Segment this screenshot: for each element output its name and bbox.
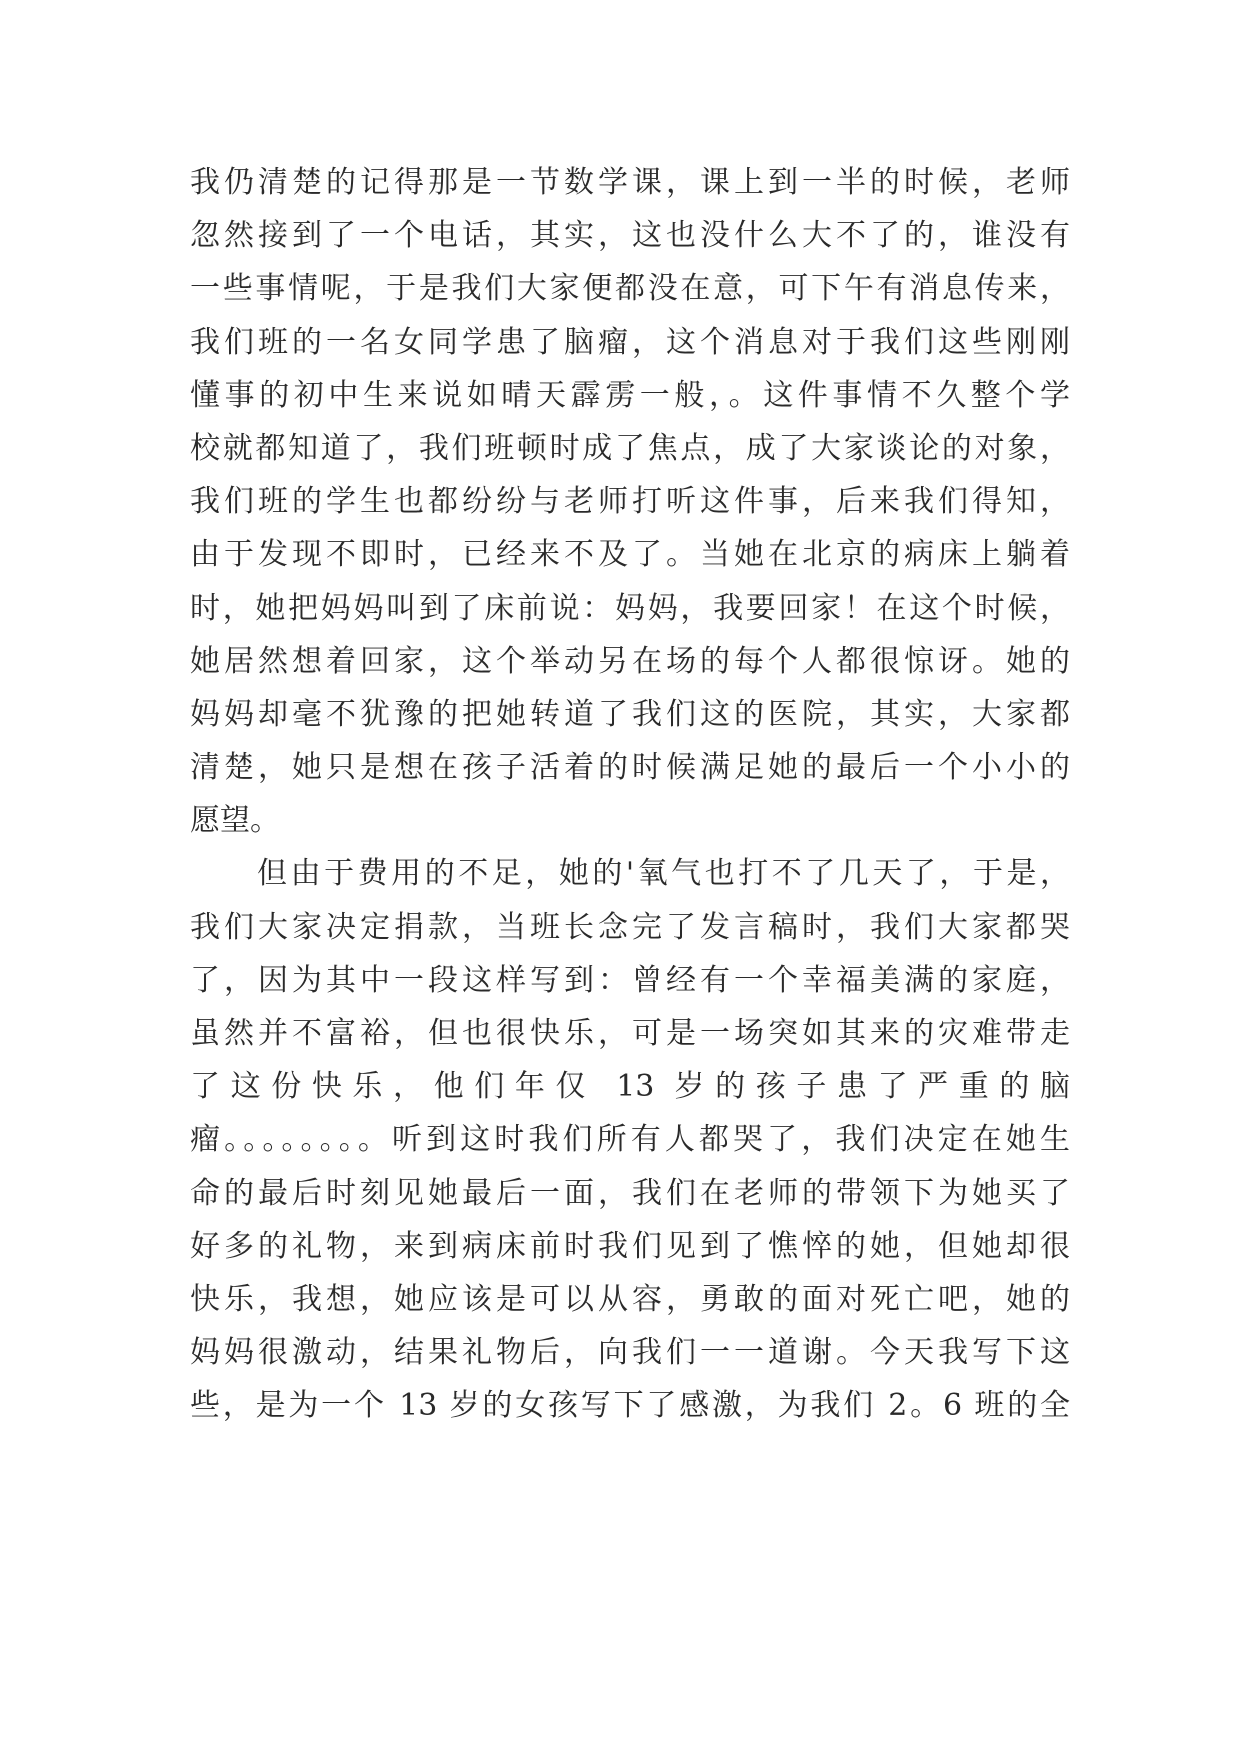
paragraph-end-line: 愿望。 [190, 803, 280, 839]
text-line: 忽然接到了一个电话，其实，这也没什么大不了的，谁没有 [190, 218, 1070, 254]
text-line: 由于发现不即时，已经来不及了。当她在北京的病床上躺着 [190, 537, 1070, 573]
text-line: 了，因为其中一段这样写到：曾经有一个幸福美满的家庭， [190, 962, 1070, 998]
text-line: 但由于费用的不足，她的'氧气也打不了几天了，于是， [190, 856, 1070, 892]
text-line: 我仍清楚的记得那是一节数学课，课上到一半的时候，老师 [190, 165, 1070, 200]
text-line: 虽然并不富裕，但也很快乐，可是一场突如其来的灾难带走 [190, 1016, 1070, 1051]
text-line: 快乐，我想，她应该是可以从容，勇敢的面对死亡吧，她的 [190, 1281, 1070, 1317]
text-line: 我们班的学生也都纷纷与老师打听这件事，后来我们得知， [190, 484, 1070, 520]
text-line: 时，她把妈妈叫到了床前说：妈妈，我要回家！在这个时候， [190, 590, 1070, 626]
text-line: 好多的礼物，来到病床前时我们见到了憔悴的她，但她却很 [190, 1228, 1070, 1264]
text-line: 懂事的初中生来说如晴天霹雳一般，。这件事情不久整个学 [190, 377, 1070, 413]
text-line: 清楚，她只是想在孩子活着的时候满足她的最后一个小小的 [190, 750, 1070, 786]
text-line: 命的最后时刻见她最后一面，我们在老师的带领下为她买了 [190, 1175, 1070, 1211]
text-line: 妈妈却毫不犹豫的把她转道了我们这的医院，其实，大家都 [190, 696, 1070, 732]
text-line: 些，是为一个 13 岁的女孩写下了感激，为我们 2。6 班的全 [190, 1388, 1070, 1424]
text-line: 一些事情呢，于是我们大家便都没在意，可下午有消息传来， [190, 271, 1070, 307]
text-line: 她居然想着回家，这个举动另在场的每个人都很惊讶。她的 [190, 643, 1070, 679]
text-line: 我们大家决定捐款，当班长念完了发言稿时，我们大家都哭 [190, 909, 1070, 945]
essay-body [190, 156, 1070, 1433]
text-line: 瘤。。。。。。。。听到这时我们所有人都哭了，我们决定在她生 [190, 1122, 1070, 1158]
text-line: 我们班的一名女同学患了脑瘤，这个消息对于我们这些刚刚 [190, 324, 1070, 360]
text-line: 了这份快乐，他们年仅 13 岁的孩子患了严重的脑 [190, 1069, 1070, 1105]
text-line: 校就都知道了，我们班顿时成了焦点，成了大家谈论的对象， [190, 430, 1070, 466]
text-line: 妈妈很激动，结果礼物后，向我们一一道谢。今天我写下这 [190, 1335, 1070, 1371]
